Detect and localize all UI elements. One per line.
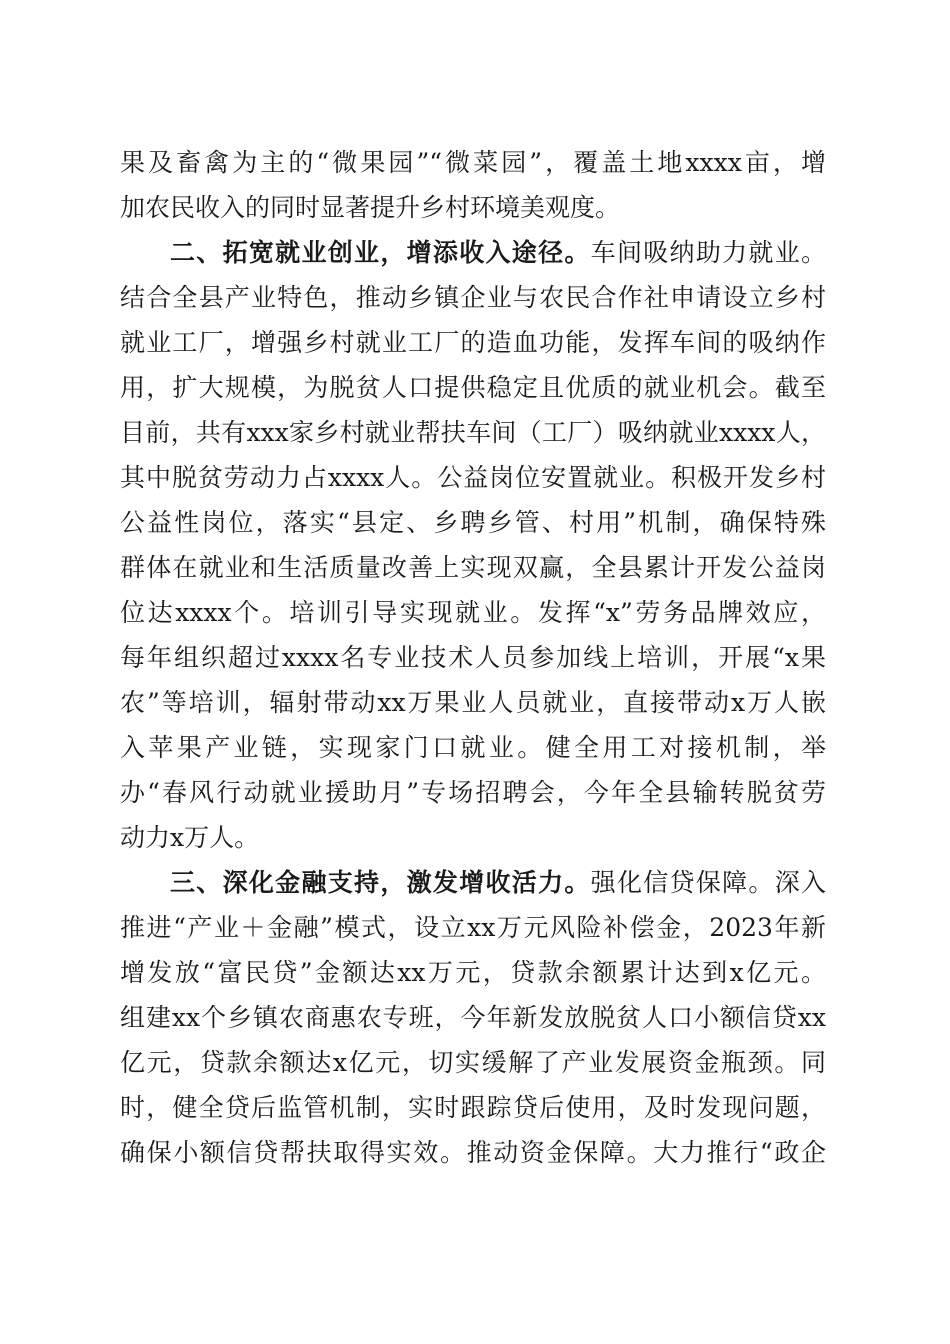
text-line: 时，健全贷后监管机制，实时跟踪贷后使用，及时发现问题， xyxy=(120,1093,826,1122)
paragraph-1 xyxy=(120,140,826,230)
text-line: 结合全县产业特色，推动乡镇企业与农民合作社申请设立乡村 xyxy=(120,283,826,312)
paragraph-3 xyxy=(120,860,826,1175)
text-line: 目前，共有xxx家乡村就业帮扶车间（工厂）吸纳就业xxxx人， xyxy=(120,418,826,447)
section-heading-3: 三、深化金融支持，激发增收活力。 xyxy=(170,868,591,897)
paragraph-3-first-line xyxy=(120,860,826,905)
text-line: 组建xx个乡镇农商惠农专班，今年新发放脱贫人口小额信贷xx xyxy=(120,1003,826,1032)
text-run: 强化信贷保障。深入 xyxy=(590,868,826,897)
text-line: 果及畜禽为主的“微果园”“微菜园”，覆盖土地xxxx亩，增 xyxy=(120,148,826,177)
text-line: 用，扩大规模，为脱贫人口提供稳定且优质的就业机会。截至 xyxy=(120,373,826,402)
paragraph-2-first-line xyxy=(120,230,826,275)
text-line: 每年组织超过xxxx名专业技术人员参加线上培训，开展“x果 xyxy=(120,643,826,672)
text-line: 亿元，贷款余额达x亿元，切实缓解了产业发展资金瓶颈。同 xyxy=(120,1048,826,1077)
text-line: 公益性岗位，落实“县定、乡聘乡管、村用”机制，确保特殊 xyxy=(120,508,826,537)
text-line: 入苹果产业链，实现家门口就业。健全用工对接机制，举 xyxy=(120,733,826,762)
text-line: 加农民收入的同时显著提升乡村环境美观度。 xyxy=(120,193,621,222)
text-line: 办“春风行动就业援助月”专场招聘会，今年全县输转脱贫劳 xyxy=(120,778,826,807)
text-line: 增发放“富民贷”金额达xx万元，贷款余额累计达到x亿元。 xyxy=(120,958,826,987)
text-line: 群体在就业和生活质量改善上实现双赢，全县累计开发公益岗 xyxy=(120,553,826,582)
text-line: 就业工厂，增强乡村就业工厂的造血功能，发挥车间的吸纳作 xyxy=(120,328,826,357)
text-run: 车间吸纳助力就业。 xyxy=(590,238,826,267)
paragraph-2 xyxy=(120,230,826,860)
text-line: 动力x万人。 xyxy=(120,823,260,852)
section-heading-2: 二、拓宽就业创业，增添收入途径。 xyxy=(170,238,591,267)
text-line: 推进“产业＋金融”模式，设立xx万元风险补偿金，2023年新 xyxy=(120,913,826,942)
text-line: 农”等培训，辐射带动xx万果业人员就业，直接带动x万人嵌 xyxy=(120,688,826,717)
text-line: 其中脱贫劳动力占xxxx人。公益岗位安置就业。积极开发乡村 xyxy=(120,463,826,492)
text-line: 确保小额信贷帮扶取得实效。推动资金保障。大力推行“政企 xyxy=(120,1138,826,1167)
text-line: 位达xxxx个。培训引导实现就业。发挥“x”劳务品牌效应， xyxy=(120,598,826,627)
